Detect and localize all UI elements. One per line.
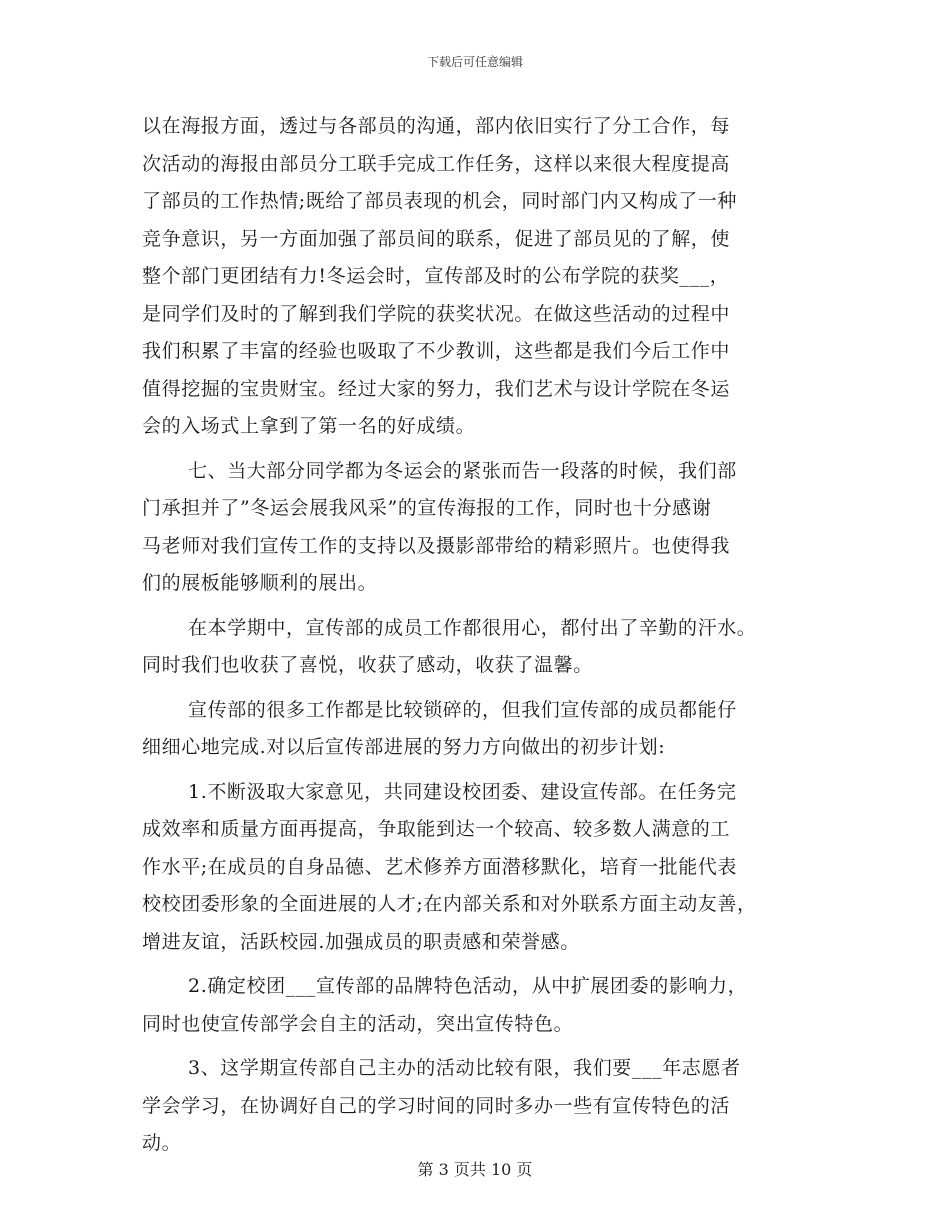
text-line: 同时我们也收获了喜悦，收获了感动，收获了温馨。	[142, 654, 593, 676]
text-line: 2.确定校团___宣传部的品牌特色活动，从中扩展团委的影响力，	[188, 975, 748, 997]
text-line: 作水平;在成员的自身品德、艺术修养方面潜移默化，培育一批能代表	[142, 855, 738, 878]
text-line: 七、当大部分同学都为冬运会的紧张而告一段落的时候，我们部	[188, 459, 737, 482]
text-line: 马老师对我们宣传工作的支持以及摄影部带给的精彩照片。也使得我	[142, 534, 731, 557]
text-line: 竞争意识，另一方面加强了部员间的联系，促进了部员见的了解，使	[142, 227, 731, 250]
paragraph-6	[142, 968, 832, 1043]
text-line: 门承担并了”冬运会展我风采”的宣传海报的工作，同时也十分感谢	[142, 497, 712, 519]
text-line: 细细心地完成.对以后宣传部进展的努力方向做出的初步计划:	[142, 736, 666, 758]
text-line: 以在海报方面，透过与各部员的沟通，部内依旧实行了分工合作，每	[142, 115, 731, 137]
text-line: 整个部门更团结有力!冬运会时，宣传部及时的公布学院的获奖___，	[142, 265, 730, 287]
text-line: 会的入场式上拿到了第一名的好成绩。	[142, 415, 476, 437]
text-line: 同时也使宣传部学会自主的活动，突出宣传特色。	[142, 1012, 574, 1035]
text-line: 是同学们及时的了解到我们学院的获奖状况。在做这些活动的过程中	[142, 302, 731, 325]
document-body	[142, 108, 832, 1163]
text-line: 1.不断汲取大家意见，共同建设校团委、建设宣传部。在任务完	[188, 780, 737, 803]
page-number: 第 3 页共 10 页	[417, 1160, 533, 1179]
text-line: 增进友谊，活跃校园.加强成员的职责感和荣誉感。	[142, 930, 580, 953]
text-line: 了部员的工作热情;既给了部员表现的机会，同时部门内又构成了一种	[142, 190, 738, 212]
page-header: 下载后可任意编辑	[426, 55, 523, 69]
paragraph-1	[142, 108, 832, 446]
text-line: 校校团委形象的全面进展的人才;在内部关系和对外联系方面主动友善，	[142, 893, 757, 915]
paragraph-4	[142, 692, 832, 767]
text-line: 我们积累了丰富的经验也吸取了不少教训，这些都是我们今后工作中	[142, 340, 731, 362]
text-line: 动。	[142, 1132, 182, 1154]
text-line: 值得挖掘的宝贵财宝。经过大家的努力，我们艺术与设计学院在冬运	[142, 377, 731, 400]
text-line: 3、这学期宣传部自己主办的活动比较有限，我们要___年志愿者	[188, 1057, 741, 1079]
paragraph-5	[142, 774, 832, 962]
text-line: 学会学习，在协调好自己的学习时间的同时多办一些有宣传特色的活	[142, 1094, 731, 1117]
paragraph-7	[142, 1050, 832, 1163]
paragraph-2	[142, 453, 832, 603]
text-line: 宣传部的很多工作都是比较锁碎的，但我们宣传部的成员都能仔	[188, 698, 737, 721]
text-line: 在本学期中，宣传部的成员工作都很用心，都付出了辛勤的汗水。	[188, 616, 757, 639]
text-line: 次活动的海报由部员分工联手完成工作任务，这样以来很大程度提高	[142, 152, 731, 175]
paragraph-3	[142, 610, 832, 685]
text-line: 成效率和质量方面再提高，争取能到达一个较高、较多数人满意的工	[142, 818, 731, 840]
text-line: 们的展板能够顺利的展出。	[142, 572, 378, 594]
